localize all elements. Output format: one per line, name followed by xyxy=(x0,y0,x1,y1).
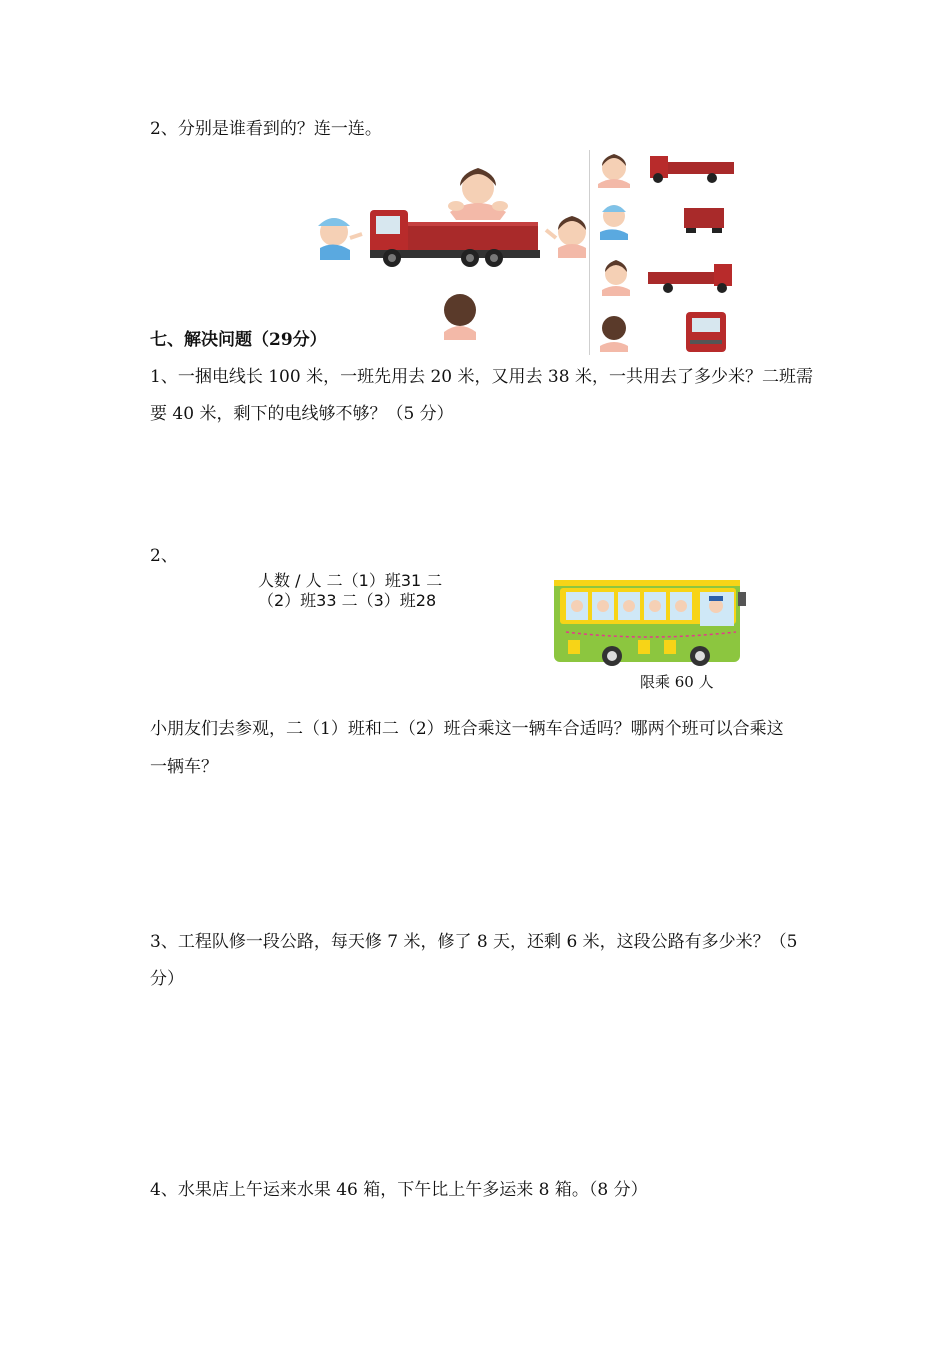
problem2-question-line2: 一辆车？ xyxy=(150,757,218,777)
girl-top-figure xyxy=(448,168,508,220)
question-prompt: 2、分别是谁看到的？连一连。 xyxy=(150,119,382,139)
problem2-question-line1: 小朋友们去参观，二（1）班和二（2）班合乘这一辆车合适吗？哪两个班可以合乘这 xyxy=(150,719,784,739)
matching-divider xyxy=(589,150,590,355)
truck-scene-illustration xyxy=(310,160,595,340)
class-count-line2: （2）班33 二（3）班28 xyxy=(258,591,437,610)
problem3-line2: 分） xyxy=(150,969,184,989)
match-view-2 xyxy=(684,208,724,233)
match-view-3 xyxy=(648,264,732,293)
bus-illustration xyxy=(552,576,752,668)
problem3-line1: 3、工程队修一段公路，每天修 7 米，修了 8 天，还剩 6 米，这段公路有多少米？（5 xyxy=(150,932,798,952)
match-view-4 xyxy=(686,312,726,352)
class-count-line1: 人数 / 人 二（1）班31 二 xyxy=(258,571,443,590)
problem4-line1: 4、水果店上午运来水果 46 箱，下午比上午多运来 8 箱。（8 分） xyxy=(150,1180,648,1200)
boy-left-figure xyxy=(318,218,362,260)
girl-right-figure xyxy=(546,216,586,258)
match-child-1 xyxy=(598,154,630,188)
problem2-number: 2、 xyxy=(150,546,178,566)
bus-capacity-caption: 限乘 60 人 xyxy=(640,673,714,691)
match-child-2 xyxy=(600,205,628,240)
problem1-line1: 1、一捆电线长 100 米，一班先用去 20 米，又用去 38 米，一共用去了多少米？二班需 xyxy=(150,367,813,387)
match-child-4 xyxy=(600,316,628,352)
section-title: 七、解决问题（29分） xyxy=(150,330,327,350)
match-view-1 xyxy=(650,156,734,183)
matching-column xyxy=(592,148,752,358)
girl-bottom-figure xyxy=(444,294,476,340)
problem1-line2: 要 40 米，剩下的电线够不够？（5 分） xyxy=(150,404,454,424)
match-child-3 xyxy=(602,260,630,296)
